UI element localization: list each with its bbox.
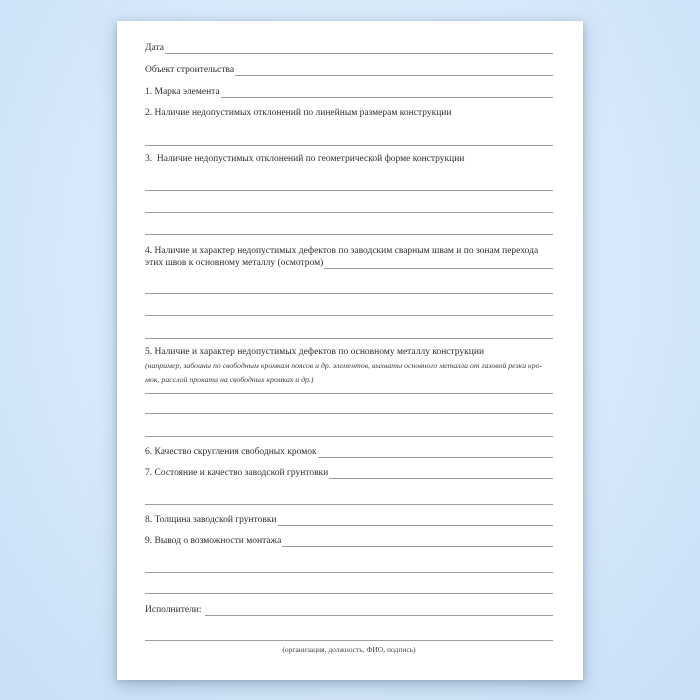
item3-text: 3. Наличие недопустимых отклонений по геометрической форме конструкции xyxy=(145,154,465,164)
blank-line xyxy=(145,413,553,414)
field-primer-thickness xyxy=(145,515,553,526)
item5-note-line1: (например, забоины по свободным кромкам поясов и др. элементов, выхваты основного металла от газовой резки кро- xyxy=(145,361,543,370)
field-mounting-conclusion-label: 9. Вывод о возможности монтажа xyxy=(145,536,282,546)
field-executors-label: Исполнители: xyxy=(145,605,204,615)
item4-line2-label: этих швов к основному металлу (осмотром) xyxy=(145,258,324,268)
signature-line xyxy=(145,640,553,641)
item5-text: 5. Наличие и характер недопустимых дефектов по основному металлу конструкции xyxy=(145,347,485,357)
field-date-label: Дата xyxy=(145,43,164,53)
field-primer-thickness-fill-line xyxy=(278,515,553,526)
item4-text-line2 xyxy=(145,258,553,269)
field-date xyxy=(145,43,553,54)
blank-line xyxy=(145,393,553,394)
blank-line xyxy=(145,315,553,316)
field-primer-condition-fill-line xyxy=(329,468,553,479)
blank-line xyxy=(145,190,553,191)
blank-line xyxy=(145,572,553,573)
field-construction-object-label: Объект строительства xyxy=(145,65,235,75)
blank-line xyxy=(145,145,553,146)
field-edge-rounding-label: 6. Качество скругления свободных кромок xyxy=(145,447,317,457)
field-executors xyxy=(145,605,553,616)
blank-line xyxy=(145,338,553,339)
field-primer-condition xyxy=(145,468,553,479)
field-date-fill-line xyxy=(165,43,553,54)
field-construction-object xyxy=(145,65,553,76)
blank-line xyxy=(145,212,553,213)
field-element-mark xyxy=(145,87,553,98)
field-element-mark-label: 1. Марка элемента xyxy=(145,87,220,97)
field-edge-rounding-fill-line xyxy=(318,447,553,458)
field-primer-condition-label: 7. Состояние и качество заводской грунтовки xyxy=(145,468,329,478)
field-primer-thickness-label: 8. Толщина заводской грунтовки xyxy=(145,515,277,525)
item4-text-line1: 4. Наличие и характер недопустимых дефектов по заводским сварным швам и по зонам перехода xyxy=(145,246,539,256)
blank-line xyxy=(145,436,553,437)
field-mounting-conclusion xyxy=(145,536,553,547)
field-mounting-conclusion-fill-line xyxy=(282,536,553,547)
item4-fill-line xyxy=(324,258,553,269)
field-element-mark-fill-line xyxy=(221,87,553,98)
blank-line xyxy=(145,504,553,505)
blank-line xyxy=(145,293,553,294)
item2-text: 2. Наличие недопустимых отклонений по линейным размерам конструкции xyxy=(145,108,452,118)
field-edge-rounding xyxy=(145,447,553,458)
blank-line xyxy=(145,234,553,235)
signature-caption: (организация, должность, ФИО, подпись) xyxy=(282,645,416,654)
item5-note-line2: мок, расслой проката на свободных кромках и др.) xyxy=(145,375,314,384)
field-construction-object-fill-line xyxy=(235,65,553,76)
form-sheet xyxy=(117,21,583,680)
field-executors-fill-line xyxy=(205,605,553,616)
blank-line xyxy=(145,593,553,594)
